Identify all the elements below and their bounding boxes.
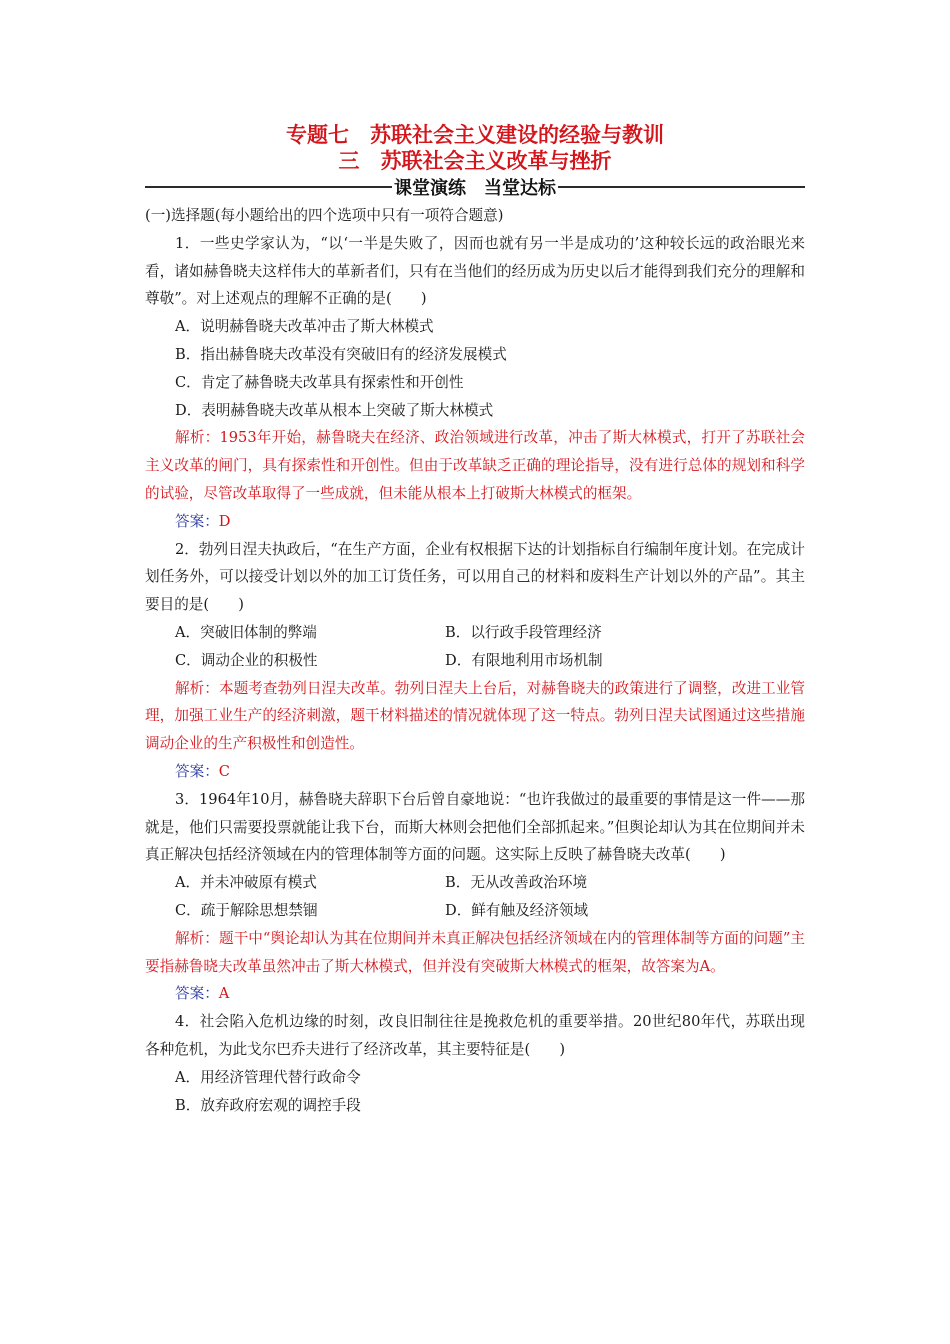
analysis-label: 解析： (175, 679, 219, 697)
lesson-title: 三 苏联社会主义改革与挫折 (338, 149, 612, 173)
question-2-option-a: A．突破旧体制的弊端 (175, 623, 317, 641)
question-4-option-b: B．放弃政府宏观的调控手段 (175, 1096, 361, 1114)
answer-label: 答案： (175, 762, 219, 780)
question-1-option-a: A．说明赫鲁晓夫改革冲击了斯大林模式 (175, 318, 434, 336)
question-4-option-a: A．用经济管理代替行政命令 (175, 1068, 361, 1086)
question-2-options-row-2 (145, 647, 805, 675)
question-2-answer (145, 758, 805, 786)
answer-value: D (218, 512, 231, 530)
exercise-content (145, 202, 805, 1119)
question-2-analysis (145, 675, 805, 758)
answer-label: 答案： (175, 985, 219, 1003)
topic-title: 专题七 苏联社会主义建设的经验与教训 (286, 123, 664, 147)
answer-value: C (218, 762, 230, 780)
question-3-option-a: A．并未冲破原有模式 (175, 874, 317, 892)
section-intro: (一)选择题(每小题给出的四个选项中只有一项符合题意) (145, 207, 504, 224)
question-3-option-d: D．鲜有触及经济领域 (445, 901, 589, 919)
question-1-answer (145, 508, 805, 536)
banner-rule-right (558, 186, 805, 188)
question-3-stem: 3．1964年10月，赫鲁晓夫辞职下台后曾自豪地说：“也许我做过的最重要的事情是这一件——那就是，他们只需要投票就能让我下台，而斯大林则会把他们全部抓起来。”但舆论却认为其在位期间并未真正解决包括经济领域在内的管理体制等方面的问题。这实际上反映了赫鲁晓夫改革( ) (145, 790, 805, 864)
question-1-stem: 1．一些史学家认为，“以‘一半是失败了，因而也就有另一半是成功的’这种较长远的政治眼光来看，诸如赫鲁晓夫这样伟大的革新者们，只有在当他们的经历成为历史以后才能得到我们充分的理解和尊敬”。对上述观点的理解不正确的是( ) (145, 234, 805, 308)
section-banner (145, 174, 805, 200)
question-1-analysis (145, 424, 805, 507)
analysis-text: 题干中“舆论却认为其在位期间并未真正解决包括经济领域在内的管理体制等方面的问题”主要指赫鲁晓夫改革虽然冲击了斯大林模式，但并没有突破斯大林模式的框架，故答案为A。 (145, 929, 805, 975)
question-3-options-row-1 (145, 869, 805, 897)
title-block (0, 122, 950, 174)
answer-label: 答案： (175, 512, 219, 530)
analysis-label: 解析： (175, 429, 220, 447)
question-1-option-c: C．肯定了赫鲁晓夫改革具有探索性和开创性 (175, 373, 464, 391)
question-2-stem: 2．勃列日涅夫执政后，“在生产方面，企业有权根据下达的计划指标自行编制年度计划。在完成计划任务外，可以接受计划以外的加工订货任务，可以用自己的材料和废料生产计划以外的产品”。其主要目的是( ) (145, 540, 805, 614)
analysis-text: 本题考查勃列日涅夫改革。勃列日涅夫上台后，对赫鲁晓夫的政策进行了调整，改进工业管理，加强工业生产的经济刺激，题干材料描述的情况就体现了这一特点。勃列日涅夫试图通过这些措施调动企业的生产积极性和创造性。 (145, 679, 805, 753)
analysis-label: 解析： (175, 929, 219, 947)
question-1-option-b: B．指出赫鲁晓夫改革没有突破旧有的经济发展模式 (175, 345, 507, 363)
question-3-option-c: C．疏于解除思想禁锢 (175, 901, 318, 919)
question-1-option-d: D．表明赫鲁晓夫改革从根本上突破了斯大林模式 (175, 401, 494, 419)
question-3-analysis (145, 925, 805, 981)
question-2-options-row-1 (145, 619, 805, 647)
question-3-options-row-2 (145, 897, 805, 925)
question-2-option-d: D．有限地利用市场机制 (445, 651, 603, 669)
question-2-option-c: C．调动企业的积极性 (175, 651, 318, 669)
analysis-text: 1953年开始，赫鲁晓夫在经济、政治领域进行改革，冲击了斯大林模式，打开了苏联社会主义改革的闸门，具有探索性和开创性。但由于改革缺乏正确的理论指导，没有进行总体的规划和科学的试验，尽管改革取得了一些成就，但未能从根本上打破斯大林模式的框架。 (145, 429, 805, 502)
question-2-option-b: B．以行政手段管理经济 (445, 623, 602, 641)
question-3-option-b: B．无从改善政治环境 (445, 874, 588, 892)
banner-rule-left (145, 186, 392, 188)
question-3-answer (145, 980, 805, 1008)
question-4-stem: 4．社会陷入危机边缘的时刻，改良旧制往往是挽救危机的重要举措。20世纪80年代，苏联出现各种危机，为此戈尔巴乔夫进行了经济改革，其主要特征是( ) (145, 1013, 805, 1058)
answer-value: A (218, 985, 230, 1003)
banner-text: 课堂演练 当堂达标 (394, 178, 556, 199)
